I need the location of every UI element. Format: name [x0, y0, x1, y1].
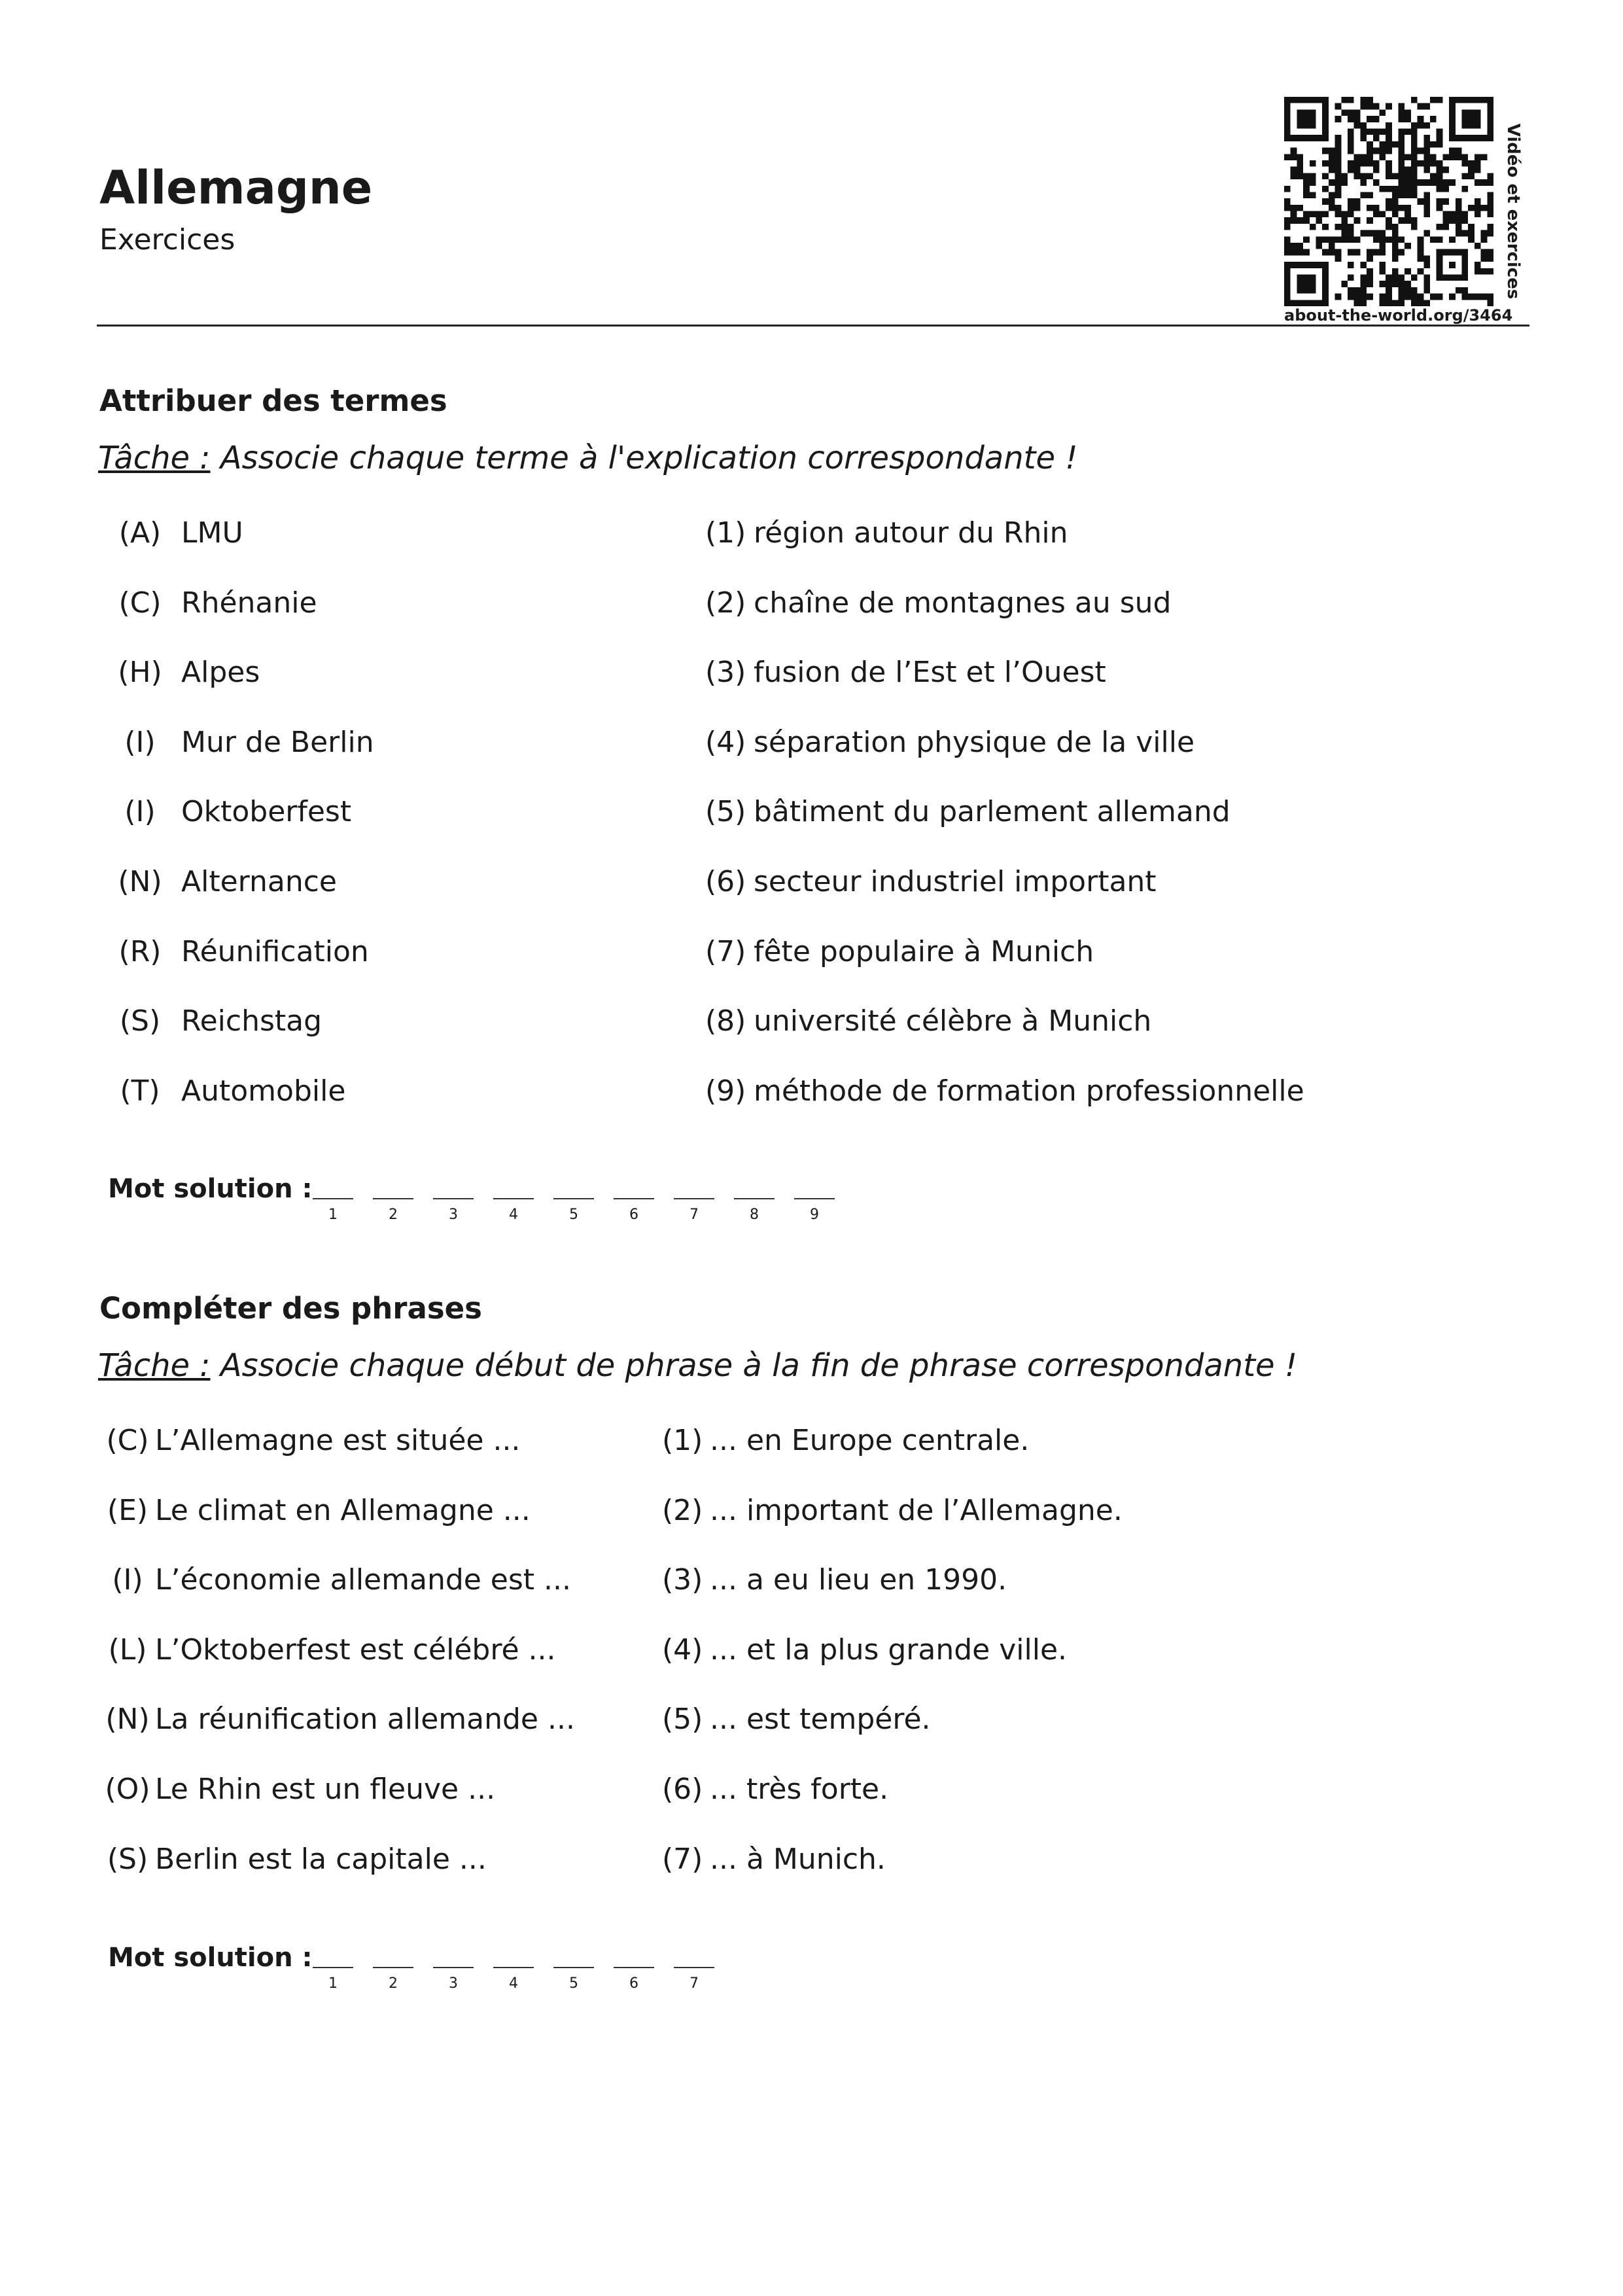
section1-right-item: bâtiment du parlement allemand — [754, 795, 1230, 829]
section2-left-item: L’Oktoberfest est célébré ... — [155, 1633, 556, 1667]
section2-solution-number: 2 — [389, 1975, 398, 1992]
section2-solution-number: 1 — [328, 1975, 338, 1992]
section2-solution-number: 5 — [569, 1975, 578, 1992]
section1-left-item: Mur de Berlin — [181, 725, 374, 759]
section1-task — [98, 442, 1077, 474]
section1-left-key: (T) — [120, 1074, 160, 1108]
section1-solution-number: 9 — [810, 1207, 819, 1223]
section2-solution-blank[interactable] — [553, 1967, 594, 1968]
section1-solution-number: 4 — [509, 1207, 518, 1223]
section2-solution-number: 4 — [509, 1975, 518, 1992]
section2-right-item: ... a eu lieu en 1990. — [710, 1563, 1007, 1597]
section1-right-item: secteur industriel important — [754, 865, 1157, 898]
section2-right-key: (5) — [662, 1703, 703, 1737]
section2-left-key: (E) — [107, 1493, 148, 1527]
section1-right-item: méthode de formation professionnelle — [754, 1074, 1304, 1108]
page-title: Allemagne — [99, 161, 373, 215]
source-url[interactable]: about-the-world.org/3464 — [1284, 306, 1513, 325]
section1-right-key: (9) — [705, 1074, 746, 1108]
section2-right-item: ... et la plus grande ville. — [710, 1633, 1068, 1667]
section1-solution-number: 6 — [629, 1207, 638, 1223]
section1-right-key: (1) — [705, 516, 746, 550]
section1-left-item: Alpes — [181, 656, 260, 690]
section1-left-item: Réunification — [181, 934, 369, 968]
section1-right-key: (2) — [705, 586, 746, 620]
qr-caption: Vidéo et exercices — [1503, 123, 1523, 300]
section1-title: Attribuer des termes — [99, 383, 447, 418]
section1-left-item: Rhénanie — [181, 586, 317, 620]
section2-left-item: Le Rhin est un fleuve ... — [155, 1773, 496, 1806]
section2-right-item: ... en Europe centrale. — [710, 1424, 1030, 1457]
section1-left-item: Alternance — [181, 865, 337, 898]
section2-solution-number: 3 — [449, 1975, 458, 1992]
section1-right-item: fête populaire à Munich — [754, 934, 1094, 968]
section1-solution-number: 1 — [328, 1207, 338, 1223]
section1-solution-blank[interactable] — [373, 1198, 413, 1199]
section2-task-text: Associe chaque début de phrase à la fin de phrase correspondante ! — [210, 1347, 1298, 1384]
section1-task-text: Associe chaque terme à l'explication correspondante ! — [210, 440, 1078, 476]
section1-left-item: Automobile — [181, 1074, 346, 1108]
section2-solution-blank[interactable] — [373, 1967, 413, 1968]
section1-left-key: (A) — [118, 516, 162, 550]
section2-left-item: Berlin est la capitale ... — [155, 1842, 487, 1876]
section2-right-key: (7) — [662, 1842, 703, 1876]
section1-solution-number: 3 — [449, 1207, 458, 1223]
section1-solution-number: 2 — [389, 1207, 398, 1223]
section1-left-item: LMU — [181, 516, 243, 550]
section1-solution-blank[interactable] — [734, 1198, 775, 1199]
section1-left-key: (R) — [118, 934, 162, 968]
section1-solution-blank[interactable] — [614, 1198, 654, 1199]
section1-left-key: (C) — [118, 586, 162, 620]
section1-solution-blank[interactable] — [794, 1198, 835, 1199]
section2-left-key: (L) — [108, 1633, 147, 1667]
section1-right-item: fusion de l’Est et l’Ouest — [754, 656, 1106, 690]
section2-right-item: ... très forte. — [710, 1773, 889, 1806]
section2-left-key: (C) — [106, 1424, 149, 1457]
section2-solution-blank[interactable] — [614, 1967, 654, 1968]
section1-left-key: (I) — [124, 725, 156, 759]
section2-left-key: (O) — [105, 1773, 150, 1806]
section2-right-key: (2) — [662, 1493, 703, 1527]
section1-solution-blank[interactable] — [674, 1198, 714, 1199]
section2-solution-number: 7 — [689, 1975, 699, 1992]
section1-solution-blank[interactable] — [493, 1198, 534, 1199]
section2-solution-blank[interactable] — [433, 1967, 474, 1968]
section2-right-key: (6) — [662, 1773, 703, 1806]
section1-solution-label: Mot solution : — [108, 1174, 313, 1204]
section1-left-key: (I) — [124, 795, 156, 829]
section2-left-key: (I) — [112, 1563, 143, 1597]
section1-right-item: région autour du Rhin — [754, 516, 1068, 550]
section2-right-key: (4) — [662, 1633, 703, 1667]
section2-right-item: ... est tempéré. — [710, 1703, 931, 1737]
section1-solution-number: 8 — [750, 1207, 759, 1223]
section1-task-label: Tâche : — [98, 440, 211, 476]
section1-solution-blank[interactable] — [313, 1198, 353, 1199]
section1-right-key: (7) — [705, 934, 746, 968]
section1-left-item: Reichstag — [181, 1004, 323, 1038]
section2-title: Compléter des phrases — [99, 1291, 482, 1326]
section1-left-key: (S) — [119, 1004, 161, 1038]
section2-right-key: (1) — [662, 1424, 703, 1457]
section2-task-label: Tâche : — [98, 1347, 211, 1384]
section1-right-item: université célèbre à Munich — [754, 1004, 1152, 1038]
section2-left-key: (S) — [107, 1842, 148, 1876]
section1-right-item: séparation physique de la ville — [754, 725, 1195, 759]
section2-right-item: ... à Munich. — [710, 1842, 886, 1876]
section2-right-key: (3) — [662, 1563, 703, 1597]
section2-solution-blank[interactable] — [313, 1967, 353, 1968]
section1-solution-blank[interactable] — [433, 1198, 474, 1199]
section1-solution-number: 5 — [569, 1207, 578, 1223]
section2-left-item: Le climat en Allemagne ... — [155, 1493, 531, 1527]
section1-solution-blank[interactable] — [553, 1198, 594, 1199]
header-divider — [97, 325, 1529, 327]
section1-right-item: chaîne de montagnes au sud — [754, 586, 1172, 620]
section1-left-key: (H) — [118, 656, 162, 690]
page-subtitle: Exercices — [99, 223, 236, 256]
section2-left-key: (N) — [105, 1703, 150, 1737]
section1-solution-number: 7 — [689, 1207, 699, 1223]
section2-solution-number: 6 — [629, 1975, 638, 1992]
section2-solution-label: Mot solution : — [108, 1943, 313, 1973]
section1-right-key: (3) — [705, 656, 746, 690]
section2-left-item: L’Allemagne est située ... — [155, 1424, 521, 1457]
section1-left-item: Oktoberfest — [181, 795, 352, 829]
section1-right-key: (6) — [705, 865, 746, 898]
section2-right-item: ... important de l’Allemagne. — [710, 1493, 1123, 1527]
section1-left-key: (N) — [118, 865, 162, 898]
section1-right-key: (5) — [705, 795, 746, 829]
section2-left-item: L’économie allemande est ... — [155, 1563, 572, 1597]
section2-solution-blank[interactable] — [674, 1967, 714, 1968]
section1-right-key: (4) — [705, 725, 746, 759]
section2-left-item: La réunification allemande ... — [155, 1703, 575, 1737]
section1-right-key: (8) — [705, 1004, 746, 1038]
qr-code-icon[interactable] — [1284, 97, 1493, 306]
section2-solution-blank[interactable] — [493, 1967, 534, 1968]
section2-task — [98, 1347, 1298, 1384]
